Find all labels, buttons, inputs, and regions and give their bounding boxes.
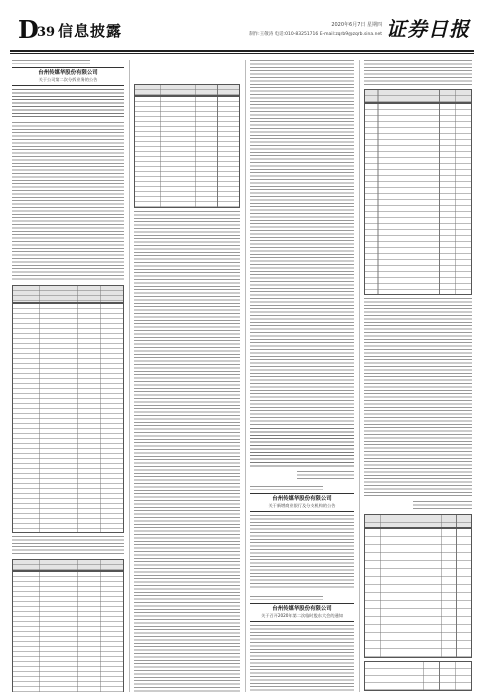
signature-line — [297, 471, 354, 479]
article-text — [364, 60, 472, 86]
signature-block — [364, 501, 472, 511]
data-table — [12, 571, 124, 692]
issue-date: 2020年6月7日 星期四 — [331, 22, 382, 28]
page-number: 39 — [37, 25, 56, 40]
article-text — [250, 428, 354, 468]
article-company: 台州传媒华股份有限公司 — [38, 70, 98, 76]
section-title: 信息披露 — [58, 22, 123, 40]
column-divider — [245, 60, 246, 692]
article-company: 台州传媒华股份有限公司 — [272, 496, 332, 502]
article-heading — [250, 603, 354, 622]
data-table — [12, 303, 124, 533]
signature-line — [413, 501, 472, 509]
page-letter: D — [18, 15, 38, 44]
column-2 — [134, 60, 240, 692]
masthead-logo: 证券日报 — [386, 17, 470, 41]
stock-code-line — [12, 60, 90, 64]
data-table — [134, 96, 240, 208]
stock-code-line — [250, 596, 323, 600]
table-header — [364, 89, 472, 103]
article-title: 关于召开2020年第二次临时股东大会的通知 — [261, 613, 343, 618]
data-table — [364, 661, 472, 691]
article-heading — [12, 67, 124, 86]
article-title: 关于公司第二次分拆业务的公告 — [38, 77, 98, 82]
article-text — [250, 60, 354, 425]
page-header — [10, 16, 474, 48]
article-title: 关于新增商业银行及分支机构的公告 — [268, 503, 336, 508]
article-text — [364, 298, 472, 498]
data-table — [364, 528, 472, 658]
column-1 — [12, 60, 124, 692]
column-divider — [359, 60, 360, 692]
signature-block — [250, 471, 354, 483]
article-text — [12, 122, 124, 282]
article-text — [12, 536, 124, 556]
stock-code-line — [250, 486, 323, 490]
data-table — [364, 103, 472, 295]
article-text — [134, 211, 240, 692]
table-header — [12, 559, 124, 571]
table-header — [12, 285, 124, 303]
table-header — [134, 84, 240, 96]
table-header — [364, 514, 472, 528]
article-text — [250, 515, 354, 590]
editor-contact: 制作:王敬涛 电话:010-83251716 E-mail:zqrb9@zqrb.sina.net — [249, 32, 382, 37]
column-4 — [364, 60, 472, 692]
article-company: 台州传媒华股份有限公司 — [272, 606, 332, 612]
article-text — [250, 625, 354, 692]
article-text — [12, 89, 124, 119]
header-rule-thin — [10, 53, 474, 54]
article-heading — [250, 493, 354, 512]
column-3 — [250, 60, 354, 692]
column-divider — [129, 60, 130, 692]
header-rule — [10, 50, 474, 52]
